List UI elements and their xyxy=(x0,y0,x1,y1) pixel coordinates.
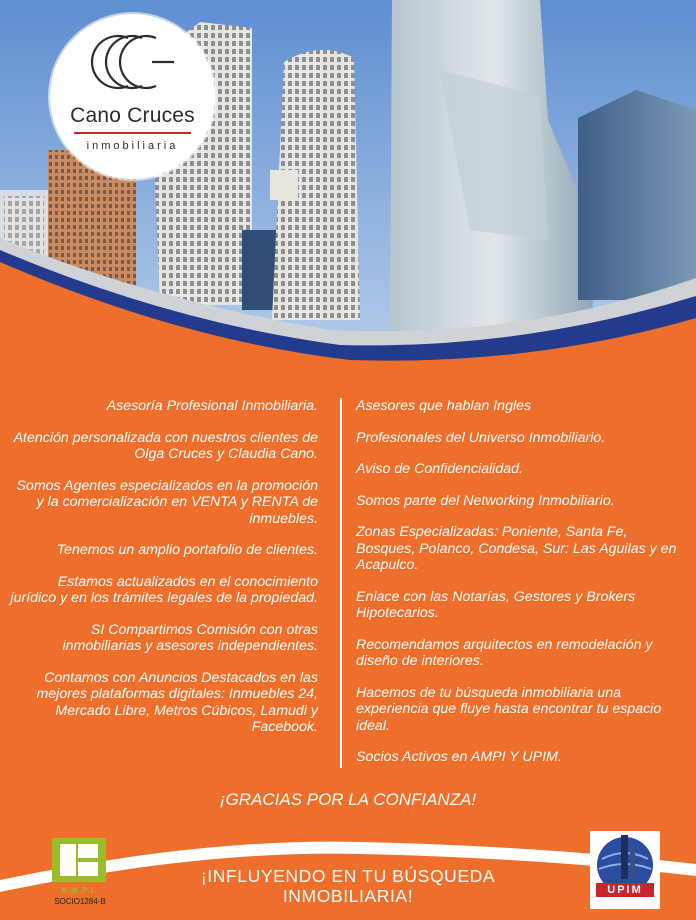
logo-cc-icon xyxy=(90,32,176,92)
ampi-label: A.M.P.I. xyxy=(61,886,97,895)
thanks-heading: ¡GRACIAS POR LA CONFIANZA! xyxy=(219,790,477,809)
logo xyxy=(50,14,215,179)
upim-label: UPIM xyxy=(596,883,654,897)
list-item: Asesoría Profesional Inmobiliaria. xyxy=(106,398,318,414)
list-item: Enlace con las Notarías, Gestores y Brokers Hipotecarios. xyxy=(356,588,636,621)
brand-subtitle: inmobiliaria xyxy=(86,140,179,152)
list-item: Zonas Especializadas: Poniente, Santa Fe, Bosques, Polanco, Condesa, Sur: Las Aguilas y en Acapulco. xyxy=(356,524,677,573)
list-item: Aviso de Confidencialidad. xyxy=(356,461,523,477)
ampi-socio-number: SOCIO1284-B xyxy=(54,897,106,906)
list-item: Contamos con Anuncios Destacados en las mejores plataformas digitales: Inmuebles 24, Mercado Libre, Metros Cúbicos, Lamudi y Facebook. xyxy=(36,669,318,735)
brand-name: Cano Cruces xyxy=(70,104,195,127)
list-item: Asesores que hablan Ingles xyxy=(356,398,532,414)
list-item: Hacemos de tu búsqueda inmobiliaria una experiencia que fluye hasta encontrar tu espacio ideal. xyxy=(356,684,662,734)
upim-logo-icon xyxy=(590,831,660,909)
list-item: Socios Activos en AMPI Y UPIM. xyxy=(356,749,562,765)
list-item: Tenemos un amplio portafolio de clientes. xyxy=(56,542,318,558)
list-item: Profesionales del Universo Inmobiliario. xyxy=(356,429,606,446)
list-item: Atención personalizada con nuestros clientes de Olga Cruces y Claudia Cano. xyxy=(13,429,318,462)
building-blue xyxy=(578,90,696,300)
left-column xyxy=(10,398,318,736)
right-column xyxy=(356,398,684,766)
brand-underline xyxy=(74,132,191,134)
slogan: ¡INFLUYENDO EN TU BÚSQUEDA INMOBILIARIA! xyxy=(200,866,496,906)
column-divider xyxy=(340,398,342,768)
list-item: Recomendamos arquitectos en remodelación y diseño de interiores. xyxy=(356,636,653,669)
list-item: Somos parte del Networking Inmobiliario. xyxy=(356,492,615,509)
list-item: Estamos actualizados en el conocimiento jurídico y en los trámites legales de la propiedad. xyxy=(10,573,318,606)
list-item: SI Compartimos Comisión con otras inmobiliarias y asesores independientes. xyxy=(62,621,318,654)
list-item: Somos Agentes especializados en la promoción y la comercialización en VENTA y RENTA de inmuebles. xyxy=(16,477,318,527)
